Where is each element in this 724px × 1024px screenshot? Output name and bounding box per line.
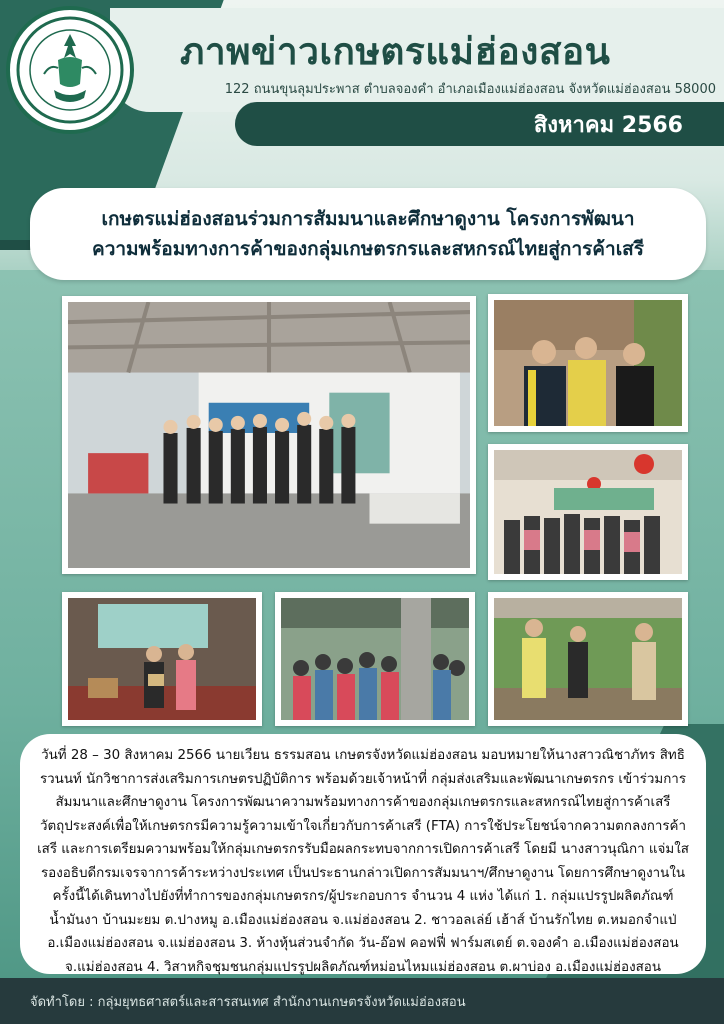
issue-date: สิงหาคม 2566 [235, 102, 705, 146]
page-title: ภาพข่าวเกษตรแม่ฮ่องสอน [180, 30, 611, 73]
headline-line-2: ความพร้อมทางการค้าของกลุ่มเกษตรกรและสหกรณ์ไทยสู่การค้าเสรี [91, 238, 644, 260]
photo-participants [488, 294, 688, 432]
office-address: 122 ถนนขุนลุมประพาส ตำบลจองคำ อำเภอเมืองแม่ฮ่องสอน จังหวัดแม่ฮ่องสอน 58000 [224, 82, 716, 97]
photo-audience [275, 592, 475, 726]
footer-credit: จัดทำโดย : กลุ่มยุทธศาสตร์และสารสนเทศ สำนักงานเกษตรจังหวัดแม่ฮ่องสอน [0, 978, 724, 1024]
headline-box [30, 188, 706, 280]
photo-outdoor-visit [488, 592, 688, 726]
logo-emblem-icon [14, 14, 126, 126]
photo-presentation [62, 592, 262, 726]
photo-seminar-room [488, 444, 688, 580]
department-logo [6, 6, 134, 134]
photo-group-main [62, 296, 476, 574]
news-body: วันที่ 28 – 30 สิงหาคม 2566 นายเวียน ธรรมสอน เกษตรจังหวัดแม่ฮ่องสอน มอบหมายให้นางสาวณิชาภัทร สิทธิรวนนท์ นักวิชาการส่งเสริมการเกษตรปฏิบัติการ พร้อมด้วยเจ้าหน้าที่ กลุ่มส่งเสริมและพัฒนาเกษตรกร เข้าร่วมการสัมมนาและศึกษาดูงาน โครงการพัฒนาความพร้อมทางการค้าของกลุ่มเกษตรกรและสหกรณ์ไทยสู่การค้าเสรี วัตถุประสงค์เพื่อให้เกษตรกรมีความรู้ความเข้าใจเกี่ยวกับการค้าเสรี (FTA) การใช้ประโยชน์จากความตกลงการค้าเสรี และการเตรียมความพร้อมให้กลุ่มเกษตรกรรับมือผลกระทบจากการเปิดการค้าเสรี โดยมี นางสาวนุณิกา แจ่มใส รองอธิบดีกรมเจรจาการค้าระหว่างประเทศ เป็นประธานกล่าวเปิดการสัมมนาฯ/ศึกษาดูงาน โดยการศึกษาดูงานในครั้งนี้ได้เดินทางไปยังที่ทำการของกลุ่มเกษตรกร/ผู้ประกอบการ จำนวน 4 แห่ง ได้แก่ 1. กลุ่มแปรรูปผลิตภัณฑ์น้ำมันงา บ้านมะยม ต.ปางหมู อ.เมืองแม่ฮ่องสอน จ.แม่ฮ่องสอน 2. ชาวอลเล่ย์ เฮ้าส์ บ้านรักไทย ต.หมอกจำแป่ อ.เมืองแม่ฮ่องสอน จ.แม่ฮ่องสอน 3. ห้างหุ้นส่วนจำกัด วัน-อ๊อฟ คอฟฟี่ ฟาร์มสเตย์ ต.จองคำ อ.เมืองแม่ฮ่องสอน จ.แม่ฮ่องสอน 4. วิสาหกิจชุมชนกลุ่มแปรรูปผลิตภัณฑ์หม่อนไหมแม่ฮ่องสอน ต.ผาบ่อง อ.เมืองแม่ฮ่องสอน [20, 734, 706, 974]
headline-line-1: เกษตรแม่ฮ่องสอนร่วมการสัมมนาและศึกษาดูงาน โครงการพัฒนา [101, 208, 635, 230]
